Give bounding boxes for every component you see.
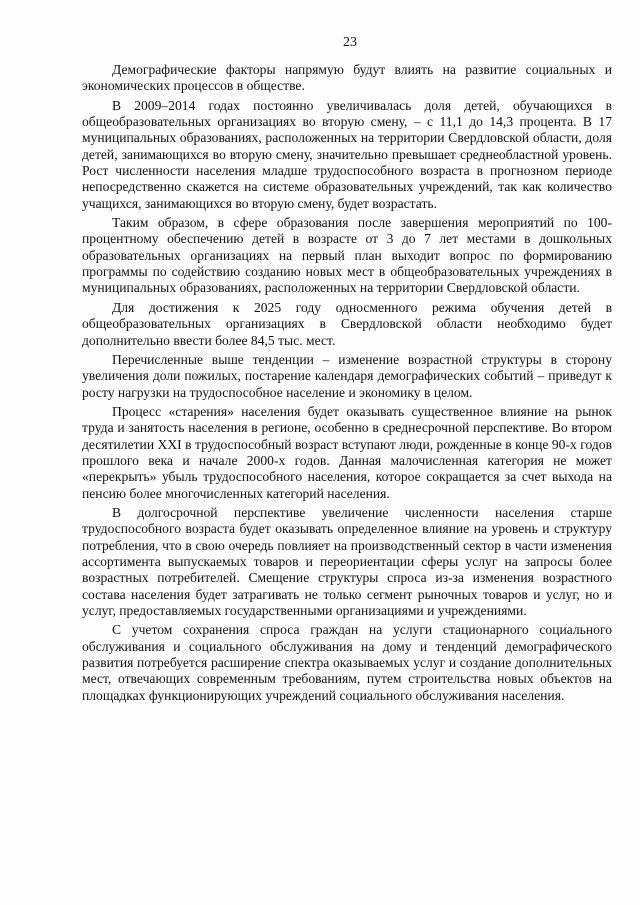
paragraph-trends: Перечисленные выше тенденции – изменение возрастной структуры в сторону увеличения доли пожилых, постарение календаря демографических событий – приведут к росту нагрузки на трудоспособное население и экономику в целом.	[82, 351, 612, 400]
page-number: 23	[343, 35, 357, 50]
paragraph-second-shift: В 2009–2014 годах постоянно увеличивалась доля детей, обучающихся в общеобразовательных организациях во вторую смену, – с 11,1 до 14,3 процента. В 17 муниципальных образованиях, расположенных на территории Свердловской области, доля детей, занимающихся во вторую смену, значительно превышает среднеобластной уровень. Рост численности населения младше трудоспособного возраста в прогнозном периоде непосредственно скажется на системе образовательных учреждений, так как количество учащихся, занимающихся во вторую смену, будет возрастать.	[82, 97, 612, 211]
paragraph-single-shift-2025: Для достижения к 2025 году односменного режима обучения детей в общеобразовательных организациях в Свердловской области необходимо будет дополнительно ввести более 84,5 тыс. мест.	[82, 299, 612, 348]
paragraph-education-sphere: Таким образом, в сфере образования после завершения мероприятий по 100-процентному обеспечению детей в возрасте от 3 до 7 лет местами в дошкольных образовательных организациях на первый план выходит вопрос по формированию программы по содействию созданию новых мест в общеобразовательных учреждениях в муниципальных образованиях, расположенных на территории Свердловской области.	[82, 215, 612, 296]
paragraph-social-services: С учетом сохранения спроса граждан на услуги стационарного социального обслуживания и социального обслуживания на дому и тенденций демографического развития потребуется расширение спектра оказываемых услуг и создание дополнительных мест, отвечающих современным требованиям, путем строительства новых объектов на площадках функционирующих учреждений социального обслуживания населения.	[82, 622, 612, 703]
paragraph-demographic-factors: Демографические факторы напрямую будут влиять на развитие социальных и экономических процессов в обществе.	[82, 62, 612, 94]
paragraph-ageing: Процесс «старения» населения будет оказывать существенное влияние на рынок труда и занятость населения в регионе, особенно в среднесрочной перспективе. Во втором десятилетии XXI в трудоспособный возраст вступают люди, рожденные в конце 90-х годов прошлого века и начале 2000-х годов. Данная малочисленная категория не может «перекрыть» убыль трудоспособного населения, которое сокращается за счет выхода на пенсию более многочисленных категорий населения.	[82, 403, 612, 501]
paragraph-long-term: В долгосрочной перспективе увеличение численности населения старше трудоспособного возраста будет оказывать определенное влияние на уровень и структуру потребления, что в свою очередь повлияет на производственный сектор в части изменения ассортимента выпускаемых товаров и переориентации сферы услуг на запросы более возрастных потребителей. Смещение структуры спроса из-за изменения возрастного состава населения будет затрагивать не только сегмент рыночных товаров и услуг, но и услуг, предоставляемых государственными организациями и учреждениями.	[82, 504, 612, 618]
